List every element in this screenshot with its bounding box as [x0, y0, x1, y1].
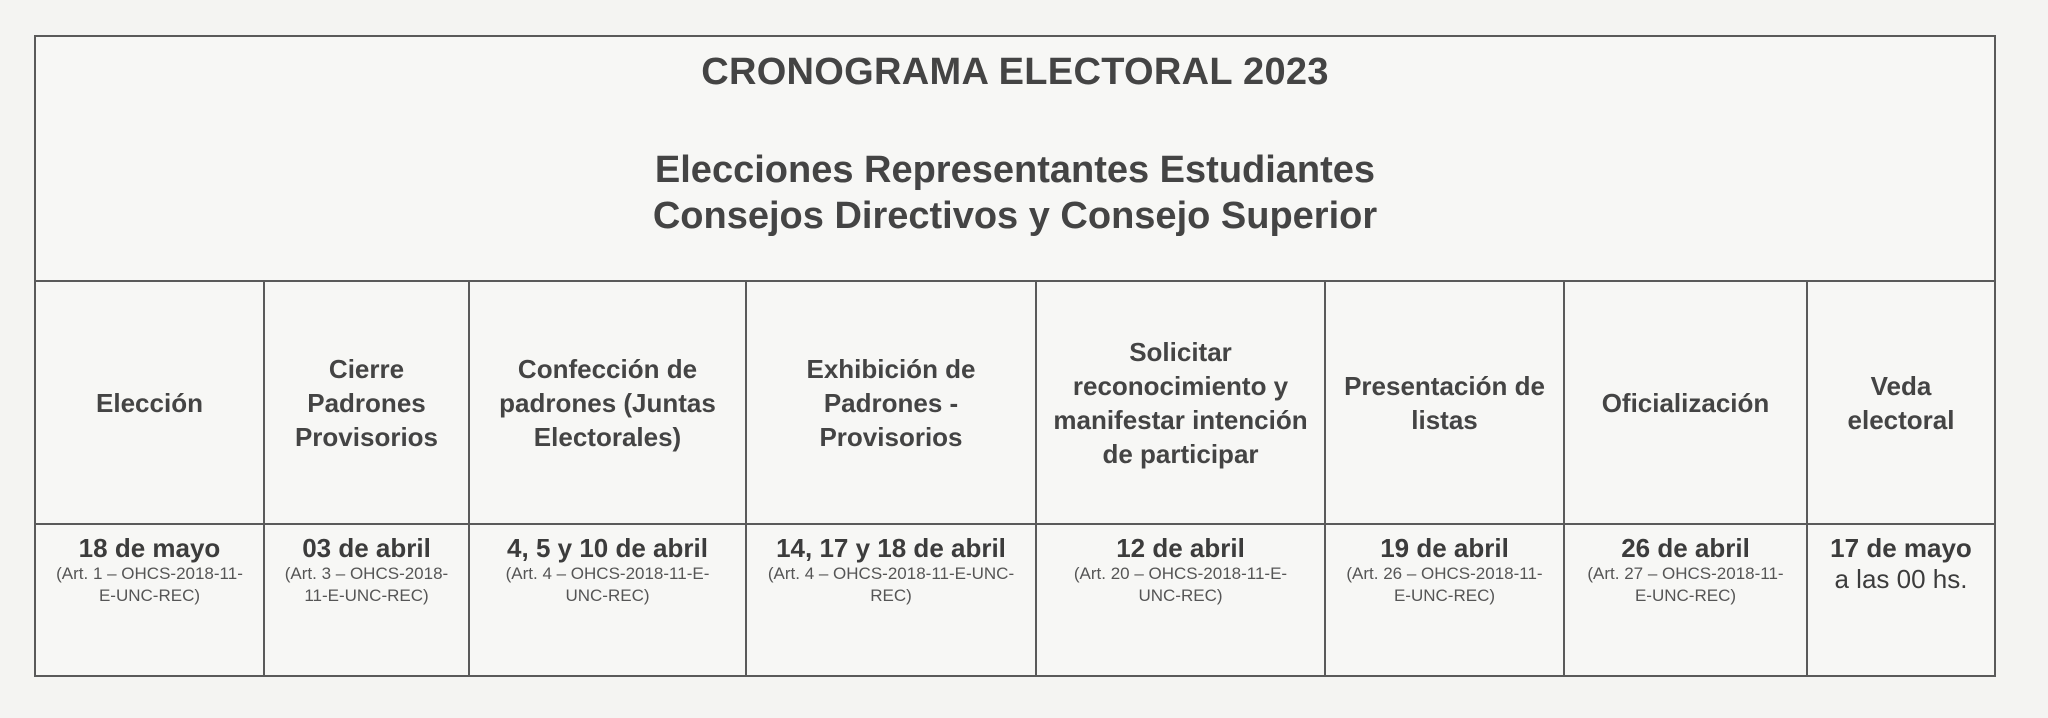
column-cierre-padrones — [265, 282, 470, 675]
regulation-reference: (Art. 3 – OHCS-2018-11-E-UNC-REC) — [284, 564, 449, 605]
column-eleccion — [36, 282, 265, 675]
event-date: 17 de mayo — [1830, 533, 1972, 563]
regulation-reference: (Art. 4 – OHCS-2018-11-E-UNC-REC) — [505, 564, 710, 605]
column-heading: Presentación de listas — [1326, 282, 1563, 525]
column-veda-electoral — [1808, 282, 1994, 675]
event-date: 26 de abril — [1621, 533, 1750, 563]
date-cell — [1808, 525, 1994, 675]
subtitle-line-2: Consejos Directivos y Consejo Superior — [652, 195, 1378, 237]
date-cell — [36, 525, 263, 675]
event-date: 18 de mayo — [78, 533, 221, 563]
event-date: 12 de abril — [1116, 533, 1245, 563]
regulation-reference: (Art. 26 – OHCS-2018-11-E-UNC-REC) — [1346, 564, 1543, 605]
event-date: 03 de abril — [302, 533, 431, 563]
column-heading: Cierre Padrones Provisorios — [265, 282, 468, 525]
column-heading: Veda electoral — [1808, 282, 1994, 525]
regulation-reference: (Art. 27 – OHCS-2018-11-E-UNC-REC) — [1587, 564, 1784, 605]
date-cell — [1565, 525, 1806, 675]
column-heading: Confección de padrones (Juntas Electorales) — [470, 282, 745, 525]
regulation-reference: (Art. 1 – OHCS-2018-11-E-UNC-REC) — [56, 564, 243, 605]
event-date: 19 de abril — [1380, 533, 1509, 563]
date-cell — [1326, 525, 1563, 675]
date-cell — [747, 525, 1035, 675]
date-cell — [470, 525, 745, 675]
column-heading: Exhibición de Padrones - Provisorios — [747, 282, 1035, 525]
column-heading: Solicitar reconocimiento y manifestar intención de participar — [1037, 282, 1324, 525]
column-confeccion-padrones — [470, 282, 747, 675]
column-heading: Elección — [36, 282, 263, 525]
event-date: 4, 5 y 10 de abril — [507, 533, 708, 563]
date-cell — [265, 525, 468, 675]
column-exhibicion-padrones — [747, 282, 1037, 675]
subtitle-line-1: Elecciones Representantes Estudiantes — [654, 149, 1376, 191]
event-time: a las 00 hs. — [1834, 564, 1968, 594]
schedule-table — [34, 35, 1996, 677]
column-oficializacion — [1565, 282, 1808, 675]
regulation-reference: (Art. 20 – OHCS-2018-11-E-UNC-REC) — [1073, 564, 1288, 605]
column-presentacion-listas — [1326, 282, 1565, 675]
event-date: 14, 17 y 18 de abril — [776, 533, 1006, 563]
document-title: CRONOGRAMA ELECTORAL 2023 — [701, 51, 1329, 93]
schedule-grid — [36, 282, 1994, 675]
column-solicitar-reconocimiento — [1037, 282, 1326, 675]
column-heading: Oficialización — [1565, 282, 1806, 525]
date-cell — [1037, 525, 1324, 675]
regulation-reference: (Art. 4 – OHCS-2018-11-E-UNC-REC) — [767, 564, 1015, 605]
table-header — [36, 37, 1994, 282]
